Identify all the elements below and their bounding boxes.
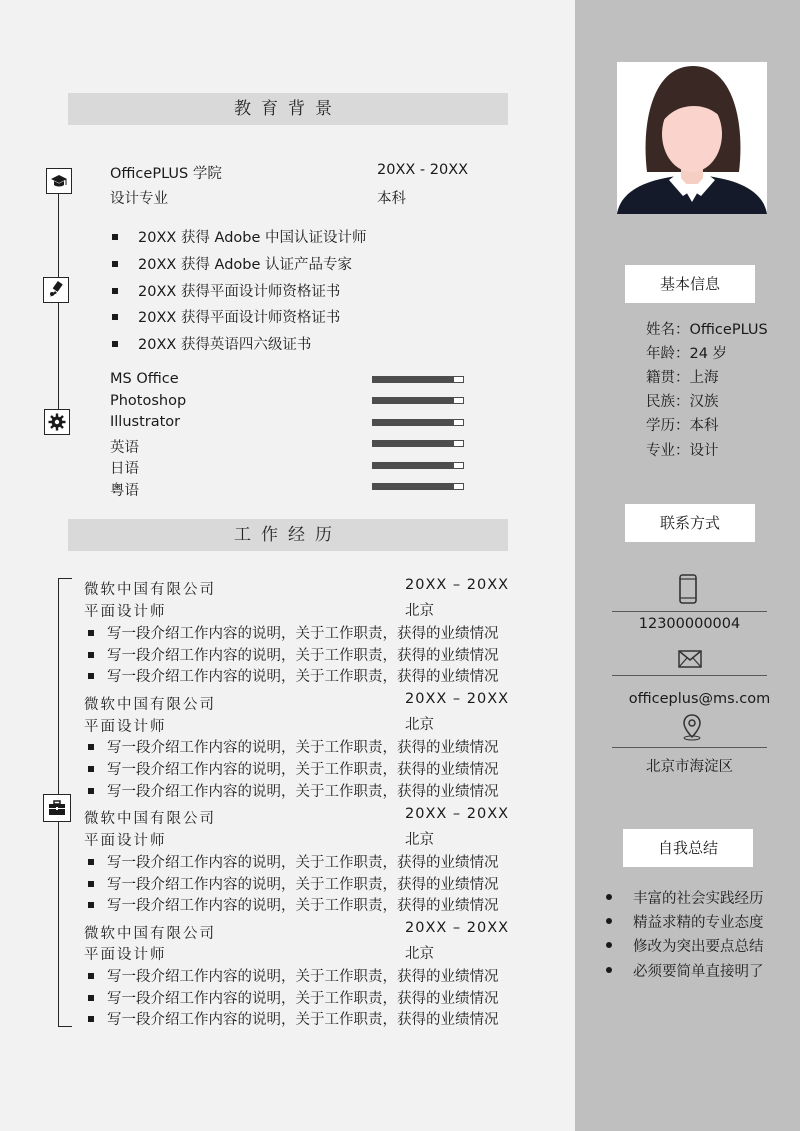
bullet (88, 902, 94, 908)
bullet (112, 314, 118, 320)
company-name: 微软中国有限公司 (84, 582, 216, 598)
bullet (88, 995, 94, 1001)
bullet (88, 652, 94, 658)
skill-level-fill (373, 484, 454, 489)
job-duty: 写一段介绍工作内容的说明，关于工作职责，获得的业绩情况 (107, 762, 499, 778)
briefcase-icon (43, 794, 71, 822)
job-title: 平面设计师 (84, 604, 167, 620)
job-period: 20XX – 20XX (405, 806, 510, 822)
degree: 本科 (377, 191, 406, 207)
work-heading: 工作经历 (68, 519, 508, 551)
job-duty: 写一段介绍工作内容的说明，关于工作职责，获得的业绩情况 (107, 991, 499, 1007)
certificate-item: 20XX 获得平面设计师资格证书 (138, 310, 341, 326)
email-address: officeplus@ms.com (628, 691, 771, 707)
info-ethnicity: 民族：汉族 (646, 394, 719, 410)
certificate-icon (43, 277, 69, 303)
job-city: 北京 (405, 946, 434, 962)
job-city: 北京 (405, 717, 434, 733)
skill-level-fill (373, 463, 454, 468)
bracket-bottom (58, 1026, 72, 1027)
skill-level-fill (373, 441, 454, 446)
job-title: 平面设计师 (84, 947, 167, 963)
bullet (88, 881, 94, 887)
bullet (88, 673, 94, 679)
job-city: 北京 (405, 603, 434, 619)
job-period: 20XX – 20XX (405, 691, 510, 707)
skill-level-bar (372, 376, 464, 383)
phone-number: 12300000004 (638, 616, 741, 632)
bullet (88, 788, 94, 794)
profile-photo (617, 62, 767, 214)
graduation-cap-icon (46, 168, 72, 194)
skill-level-fill (373, 398, 454, 403)
job-duty: 写一段介绍工作内容的说明，关于工作职责，获得的业绩情况 (107, 855, 499, 871)
bullet (112, 234, 118, 240)
job-duty: 写一段介绍工作内容的说明，关于工作职责，获得的业绩情况 (107, 969, 499, 985)
job-duty: 写一段介绍工作内容的说明，关于工作职责，获得的业绩情况 (107, 784, 499, 800)
bullet (112, 341, 118, 347)
job-duty: 写一段介绍工作内容的说明，关于工作职责，获得的业绩情况 (107, 669, 499, 685)
skill-level-fill (373, 377, 454, 382)
skill-name: Photoshop (110, 393, 187, 409)
job-duty: 写一段介绍工作内容的说明，关于工作职责，获得的业绩情况 (107, 740, 499, 756)
skill-name: MS Office (110, 371, 179, 387)
address: 北京市海淀区 (646, 759, 733, 775)
skill-level-bar (372, 419, 464, 426)
bullet (606, 918, 612, 924)
bullet (88, 744, 94, 750)
education-period: 20XX - 20XX (377, 162, 469, 178)
bullet (88, 859, 94, 865)
bullet (606, 894, 612, 900)
skill-level-bar (372, 397, 464, 404)
info-major: 专业：设计 (646, 443, 719, 459)
divider (612, 675, 767, 676)
certificate-item: 20XX 获得 Adobe 认证产品专家 (138, 257, 353, 273)
info-hometown: 籍贯：上海 (646, 370, 719, 386)
summary-item: 必须要简单直接明了 (633, 964, 764, 980)
skill-name: 粤语 (110, 483, 139, 499)
certificate-item: 20XX 获得英语四六级证书 (138, 337, 312, 353)
skill-name: 英语 (110, 440, 139, 456)
company-name: 微软中国有限公司 (84, 697, 216, 713)
bullet (88, 973, 94, 979)
company-name: 微软中国有限公司 (84, 811, 216, 827)
job-duty: 写一段介绍工作内容的说明，关于工作职责，获得的业绩情况 (107, 626, 499, 642)
skill-name: 日语 (110, 461, 139, 477)
bullet (88, 766, 94, 772)
school-name: OfficePLUS 学院 (110, 166, 222, 182)
summary-item: 丰富的社会实践经历 (633, 891, 764, 907)
summary-item: 精益求精的专业态度 (633, 915, 764, 931)
job-duty: 写一段介绍工作内容的说明，关于工作职责，获得的业绩情况 (107, 898, 499, 914)
phone-icon (679, 574, 697, 608)
skill-level-bar (372, 462, 464, 469)
company-name: 微软中国有限公司 (84, 926, 216, 942)
divider (612, 747, 767, 748)
contact-heading: 联系方式 (625, 504, 755, 542)
bullet (606, 942, 612, 948)
certificate-item: 20XX 获得 Adobe 中国认证设计师 (138, 230, 367, 246)
info-age: 年龄：24 岁 (646, 346, 728, 362)
education-heading: 教育背景 (68, 93, 508, 125)
bracket-top (58, 578, 72, 579)
job-period: 20XX – 20XX (405, 920, 510, 936)
divider (612, 611, 767, 612)
job-title: 平面设计师 (84, 719, 167, 735)
skill-level-bar (372, 483, 464, 490)
mail-icon (678, 650, 702, 672)
bullet (88, 1016, 94, 1022)
education-timeline-line (58, 192, 59, 414)
info-name: 姓名：OfficePLUS (646, 322, 768, 338)
job-duty: 写一段介绍工作内容的说明，关于工作职责，获得的业绩情况 (107, 877, 499, 893)
certificate-item: 20XX 获得平面设计师资格证书 (138, 284, 341, 300)
bullet (88, 630, 94, 636)
bullet (112, 288, 118, 294)
gear-icon (44, 409, 70, 435)
job-duty: 写一段介绍工作内容的说明，关于工作职责，获得的业绩情况 (107, 648, 499, 664)
bullet (112, 261, 118, 267)
summary-item: 修改为突出要点总结 (633, 939, 764, 955)
major: 设计专业 (110, 191, 168, 207)
job-city: 北京 (405, 832, 434, 848)
skill-name: Illustrator (110, 414, 181, 430)
skill-level-bar (372, 440, 464, 447)
bullet (606, 967, 612, 973)
job-title: 平面设计师 (84, 833, 167, 849)
summary-heading: 自我总结 (623, 829, 753, 867)
skill-level-fill (373, 420, 454, 425)
job-period: 20XX – 20XX (405, 577, 510, 593)
job-duty: 写一段介绍工作内容的说明，关于工作职责，获得的业绩情况 (107, 1012, 499, 1028)
info-education: 学历：本科 (646, 418, 719, 434)
location-pin-icon (681, 713, 703, 745)
basic-info-heading: 基本信息 (625, 265, 755, 303)
